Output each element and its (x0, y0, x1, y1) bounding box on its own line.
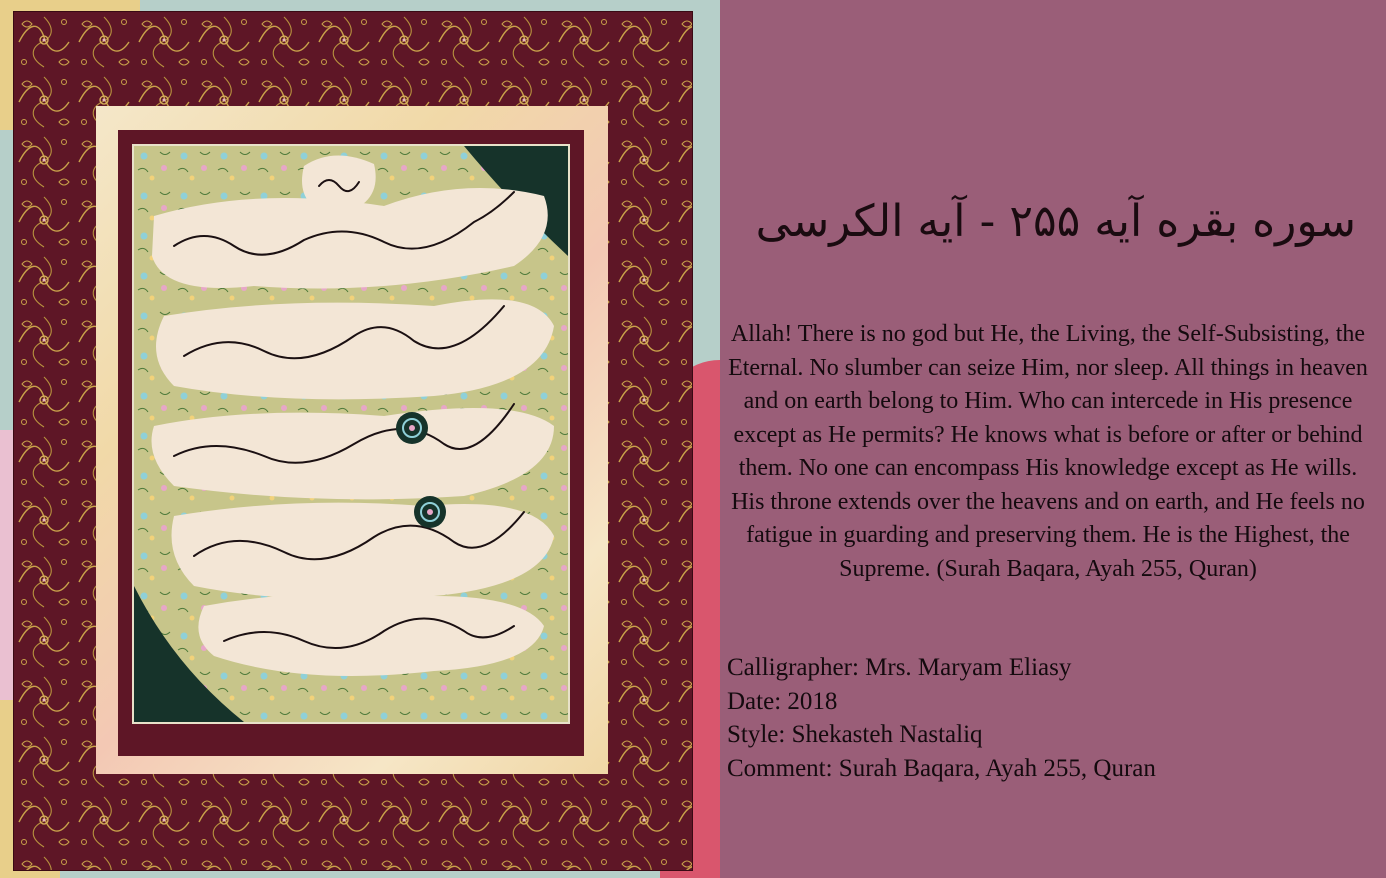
page-title: سوره بقره آیه ۲۵۵ - آیه الکرسی (755, 196, 1356, 247)
comment-line: Comment: Surah Baqara, Ayah 255, Quran (727, 754, 1156, 782)
verse-translation: Allah! There is no god but He, the Living, the Self-Subsisting, the Eternal. No slumber can seize Him, nor sleep. All things in heaven and on earth belong to Him. Who can intercede in His presence except as He permits? He knows what is before or after or behind them. No one can encompass His knowledge except as He wills. His throne extends over the heavens and on earth, and He feels no fatigue in guarding and preserving them. He is the Highest, the Supreme. (Surah Baqara, Ayah 255, Quran) (728, 321, 1368, 582)
style-line: Style: Shekasteh Nastaliq (727, 721, 983, 748)
artwork-details (727, 651, 1367, 785)
rosette-ornament (396, 412, 428, 444)
calligraphy-artwork (14, 12, 692, 870)
date-line: Date: 2018 (727, 687, 838, 715)
calligraphy-verses (134, 146, 568, 722)
calligrapher-line: Calligrapher: Mrs. Maryam Eliasy (727, 654, 1072, 681)
rosette-ornament (414, 496, 446, 528)
